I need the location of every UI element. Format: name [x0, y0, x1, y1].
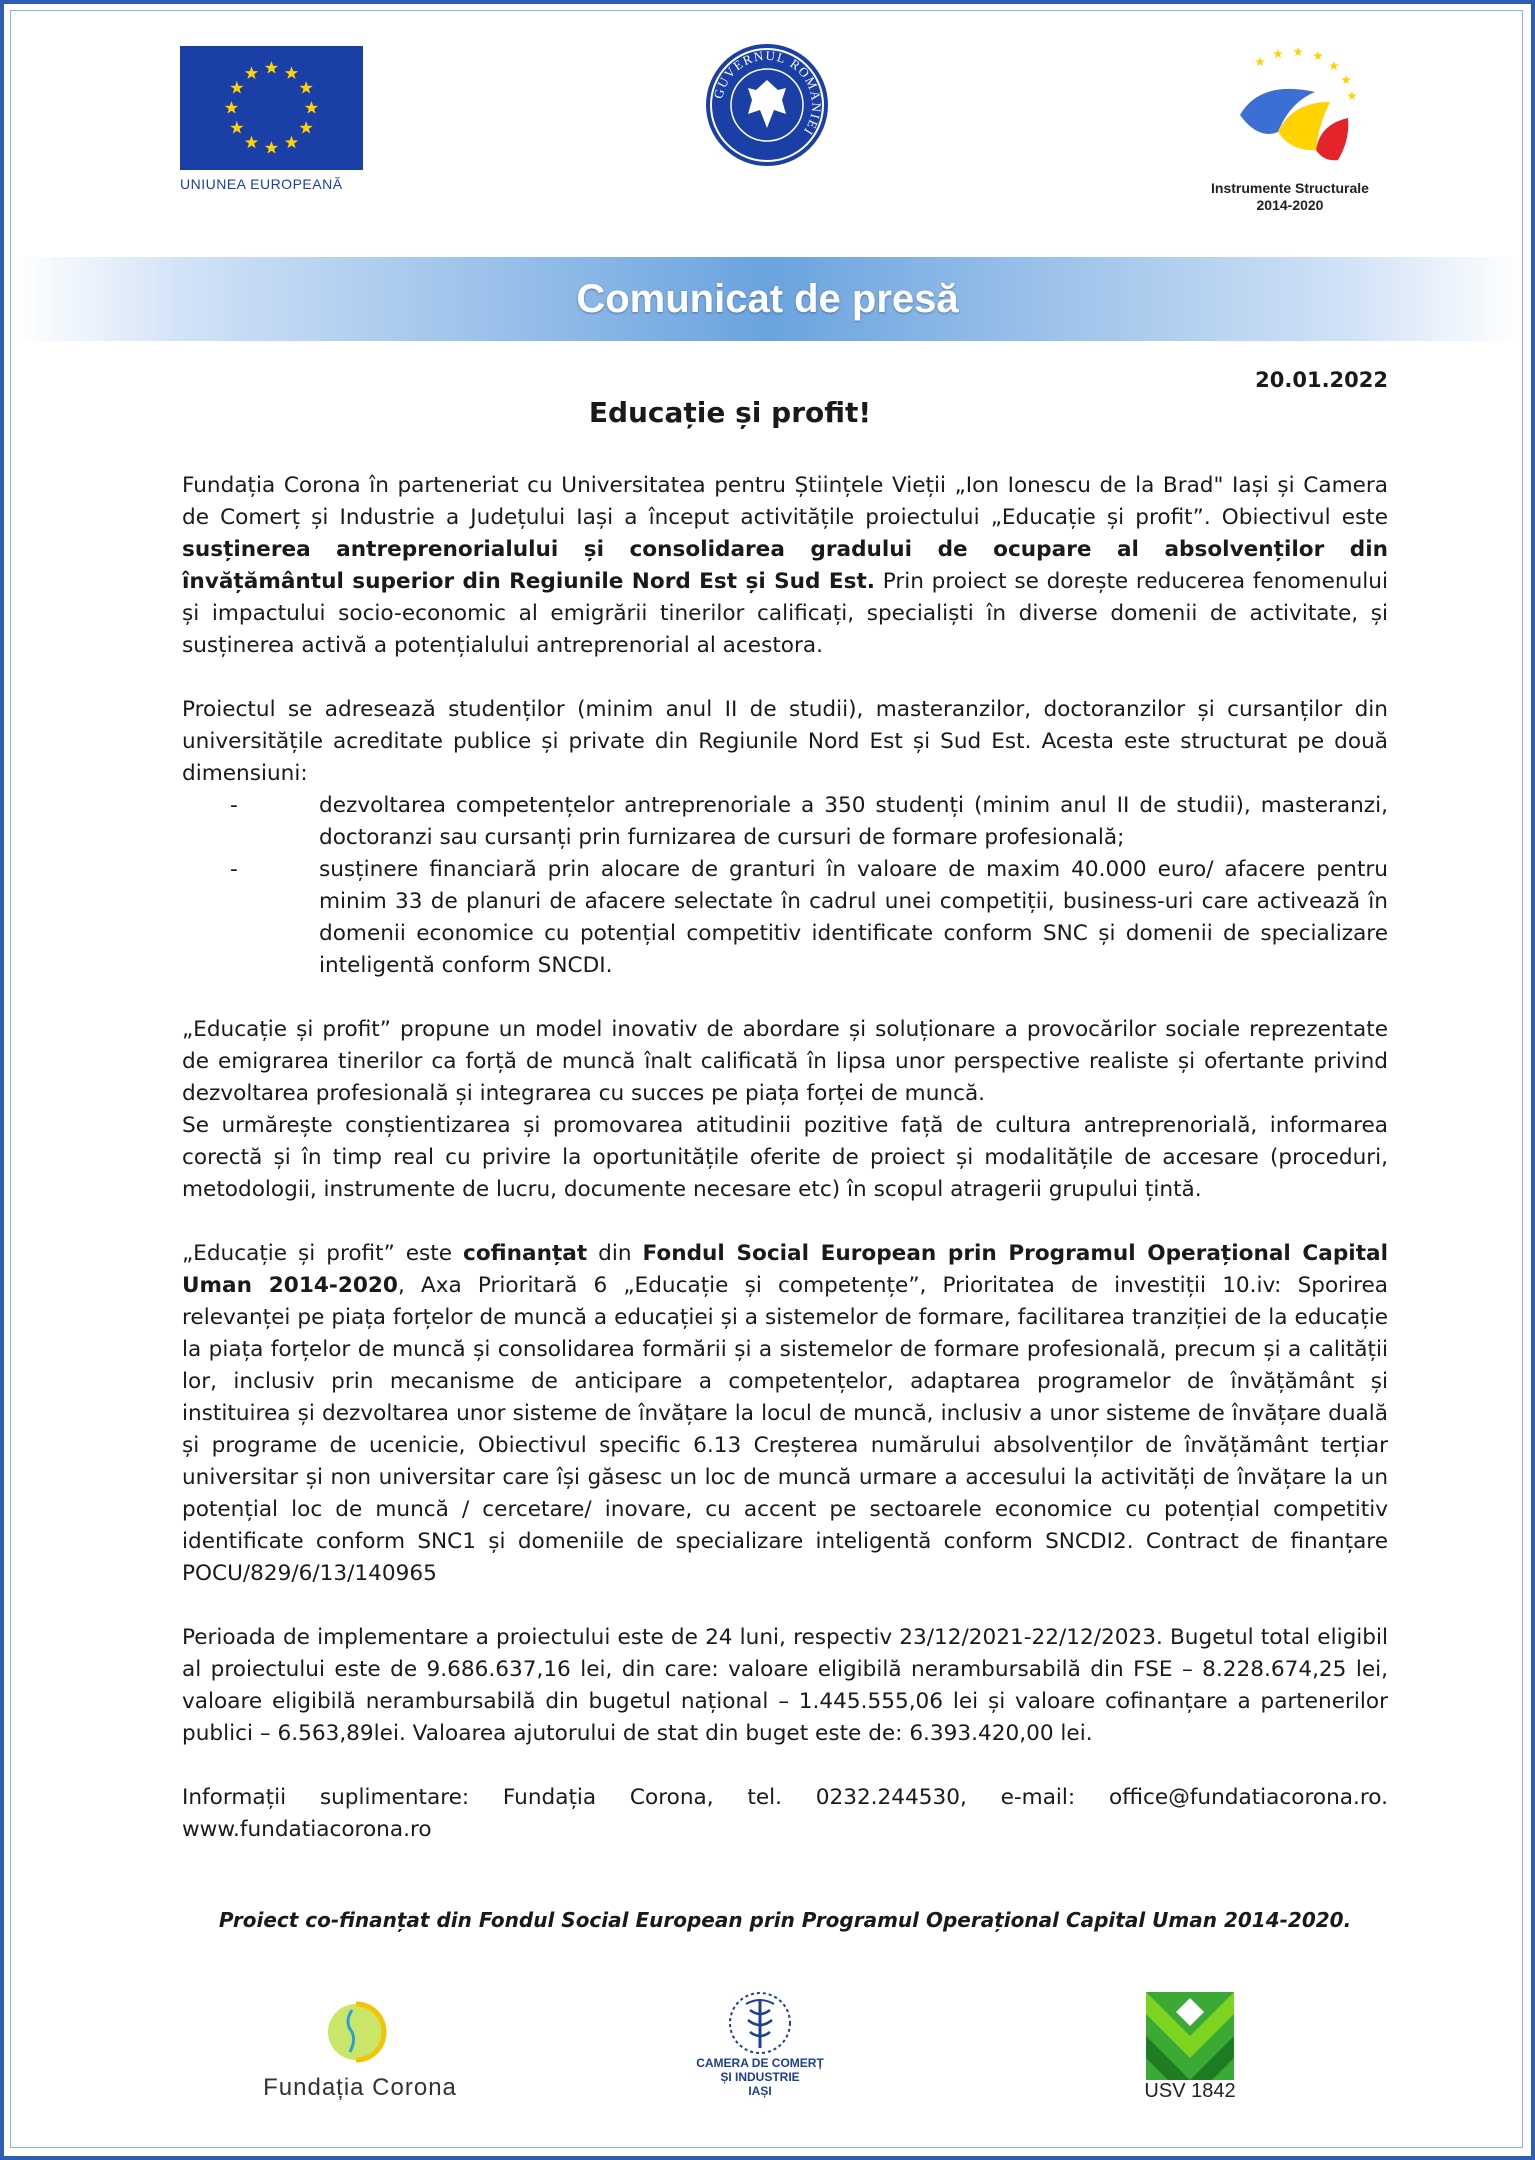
eu-star-icon — [299, 81, 312, 94]
is-star-icon — [1329, 61, 1339, 70]
cofinancing-note: Proiect co-finanțat din Fondul Social European prin Programul Operațional Capital Uman 2014-2020. — [218, 1908, 1352, 1932]
eu-star-icon — [265, 61, 278, 74]
list-item: - susținere financiară prin alocare de granturi în valoare de maxim 40.000 euro/ afacere pentru minim 33 de planuri de afacere selectate în cadrul unei competiții, business-uri care activează în domenii economice cu potențial competitiv identificate conform SNC și domenii de specializare inteligentă conform SNCDI. — [230, 857, 1388, 978]
eu-star-icon — [265, 141, 278, 154]
is-label-line2: 2014-2020 — [1256, 197, 1324, 213]
release-date: 20.01.2022 — [1255, 368, 1388, 392]
fundatia-corona-logo — [322, 1996, 392, 2066]
is-star-icon — [1273, 49, 1283, 58]
usv-logo — [1146, 1992, 1234, 2080]
usv-label: USV 1842 — [1144, 2080, 1236, 2102]
eu-star-icon — [285, 66, 298, 79]
paragraph-contact: Informații suplimentare: Fundația Corona, tel. 0232.244530, e-mail: office@fundatiacorona.ro. www.fundatiacorona.ro — [182, 1785, 1388, 1842]
dimensions-list — [182, 790, 1388, 982]
is-star-icon — [1347, 91, 1357, 100]
paragraph-target-group: Proiectul se adresează studenților (minim anul II de studii), masteranzilor, doctoranzilor și cursanților din universitățile acreditate publice și private din Regiunile Nord Est și Sud Est. Acesta este structurat pe două dimensiuni: — [182, 697, 1388, 786]
paragraph-intro: Fundația Corona în parteneriat cu Universitatea pentru Științele Vieții „Ion Ionescu de la Brad" Iași și Camera de Comerț și Industrie a Județului Iași a început activitățile proiectului „Educație și profit”. Obiectivul este susținerea antreprenorialului și consolidarea gradului de ocupare al absolvenților din învățământul superior din Regiunile Nord Est și Sud Est. Prin proiect se dorește reducerea fenomenului și impactului socio-economic al emigrării tinerilor calificați, specialiști în diverse domenii de activitate, și susținerea activă a potențialului antreprenorial al acestora. — [182, 473, 1388, 658]
paragraph-awareness: Se urmărește conștientizarea și promovarea atitudinii pozitive față de cultura antreprenorială, informarea corectă și în timp real cu privire la oportunitățile oferite de proiect și modalitățile de accesare (proceduri, metodologii, instrumente de lucru, documente necesare etc) în scopul atragerii grupului țintă. — [182, 1113, 1388, 1202]
structural-instruments-logo — [1220, 40, 1370, 170]
paragraph-funding: „Educație și profit” este cofinanțat din Fondul Social European prin Programul Operațional Capital Uman 2014-2020, Axa Prioritară 6 „Educație și competențe”, Prioritatea de investiții 10.iv: Sporirea relevanței pe piața forțelor de muncă a educației și a sistemelor de formare, facilitarea tranziției de la educație la piața forțelor de muncă și consolidarea formării și a sistemelor de formare profesională, precum și a calității lor, inclusiv prin mecanisme de anticipare a competențelor, adaptarea programelor de învățământ și instituirea și dezvoltarea unor sisteme de învățare la locul de muncă, inclusiv a unor sisteme de învățare duală și programe de ucenicie, Obiectivul specific 6.13 Creșterea numărului absolvenților de învățământ terțiar universitar și non universitar care își găsesc un loc de muncă urmare a accesului la activități de învățare la un potențial loc de muncă / cercetare/ inovare, cu accent pe sectoarele economice cu potențial competitiv identificate conform SNC1 și domeniile de specializare inteligentă conform SNCDI2. Contract de finanțare POCU/829/6/13/140965 — [182, 1241, 1388, 1586]
press-release-body — [182, 470, 1388, 1846]
fundatia-corona-label: Fundația Corona — [263, 2074, 457, 2101]
eu-star-icon — [230, 81, 243, 94]
romanian-government-logo — [704, 42, 830, 168]
headline: Educație și profit! — [588, 396, 872, 429]
chamber-of-commerce-logo — [722, 1990, 798, 2056]
eu-flag-logo — [180, 46, 363, 170]
is-star-icon — [1255, 57, 1265, 66]
is-star-icon — [1313, 51, 1323, 60]
is-star-icon — [1293, 47, 1303, 56]
eu-star-icon — [285, 136, 298, 149]
paragraph-budget: Perioada de implementare a proiectului este de 24 luni, respectiv 23/12/2021-22/12/2023. Bugetul total eligibil al proiectului este de 9.686.637,16 lei, din care: valoare eligibilă nerambursabilă din FSE – 8.228.674,25 lei, valoare eligibilă nerambursabilă din bugetul național – 1.445.555,06 lei și valoare cofinanțare a partenerilor publici – 6.563,89lei. Valoarea ajutorului de stat din buget este de: 6.393.420,00 lei. — [182, 1625, 1388, 1746]
is-label-line1: Instrumente Structurale — [1211, 180, 1369, 196]
gov-logo-text: GUVERNUL ROMÂNIEI — [710, 47, 825, 140]
banner-title: Comunicat de presă — [576, 277, 959, 321]
paragraph-model: „Educație și profit” propune un model inovativ de abordare și soluționare a provocărilor sociale reprezentate de emigrarea tinerilor ca forță de muncă înalt calificată în lipsa unor perspective realiste și ofertante privind dezvoltarea profesională și integrarea cu succes pe piața forței de muncă. — [182, 1017, 1388, 1106]
eu-label: UNIUNEA EUROPEANĂ — [180, 176, 343, 192]
eu-star-icon — [305, 101, 318, 114]
eu-star-icon — [225, 101, 238, 114]
press-release-banner — [14, 257, 1521, 341]
eu-star-icon — [299, 121, 312, 134]
chamber-of-commerce-label: CAMERA DE COMERȚ ȘI INDUSTRIE IAȘI — [696, 2056, 824, 2098]
list-item: - dezvoltarea competențelor antreprenoriale a 350 studenți (minim anul II de studii), masteranzi, doctoranzi sau cursanți prin furnizarea de cursuri de formare profesională; — [230, 793, 1388, 850]
is-star-icon — [1341, 75, 1351, 84]
eu-star-icon — [245, 66, 258, 79]
structural-instruments-label — [1190, 180, 1390, 214]
eu-star-icon — [230, 121, 243, 134]
eu-star-icon — [245, 136, 258, 149]
